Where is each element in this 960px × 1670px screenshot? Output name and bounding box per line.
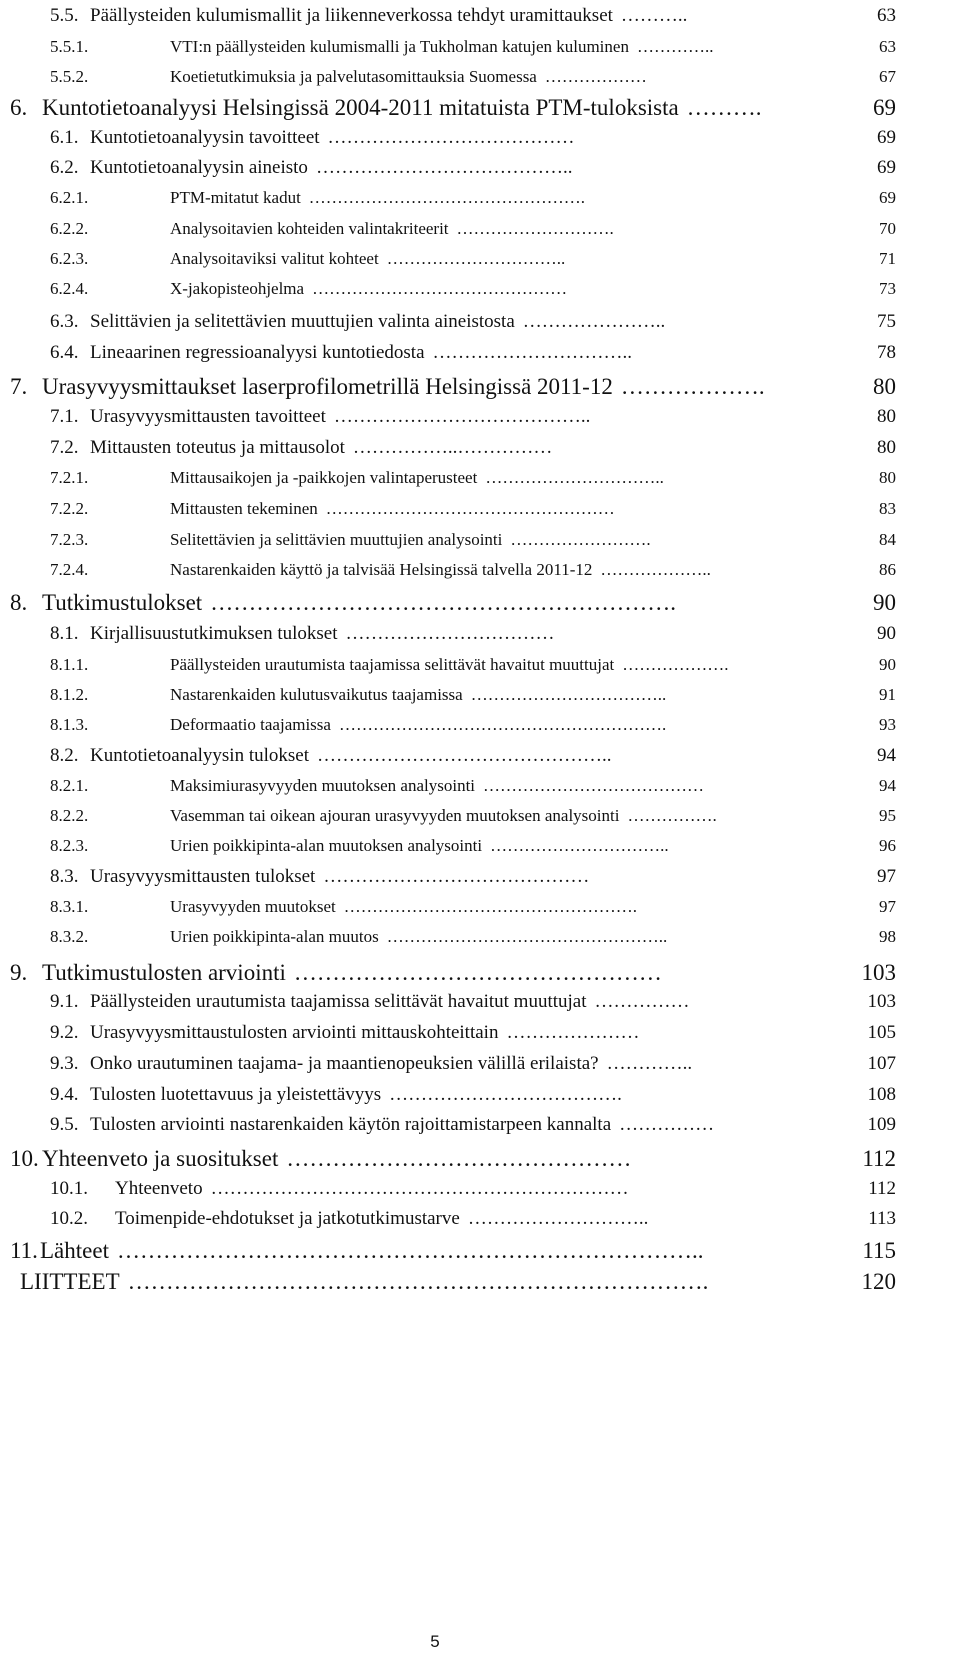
toc-entry-leader: ……………….. — [600, 560, 711, 579]
toc-entry-title: Deformaatio taajamissa — [170, 715, 331, 734]
toc-entry-page: 80 — [877, 406, 896, 427]
toc-entry-title: Urien poikkipinta-alan muutoksen analysointi — [170, 836, 483, 855]
toc-entry-page: 75 — [877, 311, 896, 332]
toc-entry-leader: ………………………………………………………………….. — [116, 1238, 704, 1263]
toc-entry-number: 10. — [10, 1146, 39, 1171]
toc-entry-number: 8.1.3. — [50, 715, 89, 734]
toc-entry-title: Yhteenveto ja suositukset — [42, 1146, 279, 1171]
toc-entry-number: 9.5. — [50, 1114, 79, 1135]
toc-entry-leader: ………………………………. — [389, 1084, 622, 1105]
toc-entry-leader: ………………………………….. — [315, 157, 573, 178]
toc-entry-number: 9.2. — [50, 1022, 79, 1043]
toc-entry-number: 7.2.3. — [50, 530, 89, 549]
toc-entry-leader: …………………………………………………. — [338, 715, 667, 734]
toc-entry-number: 6.2.3. — [50, 249, 89, 268]
toc-entry-number: 6. — [10, 95, 28, 120]
toc-entry-title: Yhteenveto — [115, 1178, 203, 1199]
toc-entry-leader: …………………………… — [345, 623, 555, 644]
toc-entry-leader: ………………. — [620, 374, 765, 399]
toc-entry-title: Kuntotietoanalyysin tavoitteet — [90, 127, 320, 148]
toc-entry-number: 5.5.1. — [50, 37, 89, 56]
toc-entry-leader: ……….. — [620, 5, 688, 26]
toc-entry-leader: ………………………………………….. — [386, 927, 668, 946]
toc-entry-page: 90 — [879, 655, 896, 674]
toc-entry-page: 96 — [879, 836, 896, 855]
toc-entry-number: 6.2.2. — [50, 219, 89, 238]
toc-entry-leader: ……………. — [627, 806, 717, 825]
toc-entry-number: 9.3. — [50, 1053, 79, 1074]
toc-entry-number: 7.2.4. — [50, 560, 89, 579]
toc-entry-number: 6.3. — [50, 311, 79, 332]
toc-entry-leader: ……………………………………….. — [317, 745, 612, 766]
toc-entry-title: Urien poikkipinta-alan muutos — [170, 927, 379, 946]
toc-entry-number: 8.3. — [50, 866, 79, 887]
toc-entry-page: 63 — [877, 5, 896, 26]
toc-entry-title: Kirjallisuustutkimuksen tulokset — [90, 623, 338, 644]
toc-entry-title: Koetietutkimuksia ja palvelutasomittauksia Suomessa — [170, 67, 537, 86]
toc-entry-page: 78 — [877, 342, 896, 363]
toc-entry-leader: ………………………….. — [432, 342, 633, 363]
page-number: 5 — [430, 1632, 440, 1651]
toc-entry-page: 94 — [877, 745, 896, 766]
toc-entry-title: Urasyvyysmittausten tulokset — [90, 866, 316, 887]
toc-entry-page: 103 — [867, 991, 896, 1012]
toc-entry-title: Toimenpide-ehdotukset ja jatkotutkimustarve — [115, 1208, 460, 1229]
toc-entry-page: 93 — [879, 715, 896, 734]
toc-entry-leader: …………………………….. — [470, 685, 667, 704]
toc-entry-leader: ………….. — [606, 1053, 693, 1074]
toc-entry-number: 6.1. — [50, 127, 79, 148]
toc-entry-title: Selitettävien ja selittävien muuttujien analysointi — [170, 530, 503, 549]
toc-entry-title: Päällysteiden kulumismallit ja liikenneverkossa tehdyt uramittaukset — [90, 5, 613, 26]
toc-entry-title: Kuntotietoanalyysi Helsingissä 2004-2011 mitatuista PTM-tuloksista — [42, 95, 679, 120]
toc-entry-title: LIITTEET — [20, 1269, 120, 1294]
toc-entry-page: 94 — [879, 776, 896, 795]
toc-entry-title: Tulosten arviointi nastarenkaiden käytön rajoittamistarpeen kannalta — [90, 1114, 612, 1135]
toc-entry-title: PTM-mitatut kadut — [170, 188, 301, 207]
toc-entry-title: Urasyvyysmittausten tavoitteet — [90, 406, 326, 427]
toc-entry-number: 8.2.3. — [50, 836, 89, 855]
toc-entry-leader: ………………………………………… — [293, 960, 662, 985]
toc-entry-page: 120 — [861, 1269, 896, 1294]
toc-entry-page: 67 — [879, 67, 896, 86]
toc-entry-number: 5.5. — [50, 5, 79, 26]
toc-entry-number: 8.1.1. — [50, 655, 89, 674]
toc-entry-leader: …………… — [619, 1114, 715, 1135]
toc-entry-title: Urasyvyyden muutokset — [170, 897, 336, 916]
toc-entry-title: Lähteet — [40, 1238, 109, 1263]
toc-entry-leader: ………. — [686, 95, 762, 120]
toc-entry-page: 109 — [867, 1114, 896, 1135]
toc-entry-leader: ………….. — [636, 37, 714, 56]
toc-entry-title: Urasyvyysmittaustulosten arviointi mittauskohteittain — [90, 1022, 499, 1043]
toc-entry-leader: ………………………………………………………… — [210, 1178, 629, 1199]
toc-entry-number: 8.3.2. — [50, 927, 89, 946]
toc-entry-page: 91 — [879, 685, 896, 704]
toc-entry-page: 97 — [879, 897, 896, 916]
toc-entry-title: Analysoitavien kohteiden valintakriteerit — [170, 219, 449, 238]
toc-entry-leader: ……………………. — [510, 530, 651, 549]
toc-entry-title: Lineaarinen regressioanalyysi kuntotiedosta — [90, 342, 425, 363]
toc-entry-number: 6.2. — [50, 157, 79, 178]
toc-entry-leader: ………………………………… — [327, 127, 575, 148]
toc-entry-page: 105 — [867, 1022, 896, 1043]
toc-entry-title: Urasyvyysmittaukset laserprofilometrillä Helsingissä 2011-12 — [42, 374, 613, 399]
toc-entry-title: Päällysteiden urautumista taajamissa selittävät havaitut muuttujat — [170, 655, 615, 674]
toc-entry-page: 98 — [879, 927, 896, 946]
toc-entry-number: 8. — [10, 590, 28, 615]
toc-entry-page: 97 — [877, 866, 896, 887]
toc-entry-page: 86 — [879, 560, 896, 579]
toc-entry-leader: …………………………………………………………………. — [127, 1269, 709, 1294]
toc-entry-number: 8.1.2. — [50, 685, 89, 704]
toc-entry-title: Vasemman tai oikean ajouran urasyvyyden muutoksen analysointi — [170, 806, 620, 825]
toc-entry-number: 9.4. — [50, 1084, 79, 1105]
toc-entry-title: Nastarenkaiden kulutusvaikutus taajamissa — [170, 685, 463, 704]
toc-entry-page: 71 — [879, 249, 896, 268]
toc-entry-title: Mittausaikojen ja -paikkojen valintaperusteet — [170, 468, 478, 487]
toc-entry-page: 80 — [879, 468, 896, 487]
toc-entry-title: Tutkimustulokset — [42, 590, 203, 615]
toc-entry-title: Onko urautuminen taajama- ja maantienopeuksien välillä erilaista? — [90, 1053, 599, 1074]
toc-entry-page: 69 — [873, 95, 896, 120]
toc-entry-title: X-jakopisteohjelma — [170, 279, 305, 298]
toc-entry-page: 84 — [879, 530, 896, 549]
toc-entry-number: 5.5.2. — [50, 67, 89, 86]
toc-entry-number: 8.2.2. — [50, 806, 89, 825]
toc-entry-page: 63 — [879, 37, 896, 56]
toc-entry-number: 7. — [10, 374, 28, 399]
toc-entry-leader: ……………………………………………. — [343, 897, 637, 916]
toc-entry-title: Tulosten luotettavuus ja yleistettävyys — [90, 1084, 382, 1105]
toc-entry-number: 10.2. — [50, 1208, 88, 1229]
toc-entry-leader: …………………………………………. — [308, 188, 586, 207]
toc-entry-number: 9. — [10, 960, 28, 985]
toc-entry-leader: ……………………………………… — [286, 1146, 632, 1171]
toc-entry-title: Kuntotietoanalyysin aineisto — [90, 157, 308, 178]
toc-entry-page: 80 — [873, 374, 896, 399]
toc-entry-title: Päällysteiden urautumista taajamissa selittävät havaitut muuttujat — [90, 991, 587, 1012]
toc-entry-page: 90 — [877, 623, 896, 644]
toc-entry-leader: …………………………………………… — [325, 499, 615, 518]
toc-entry-title: Maksimiurasyvyyden muutoksen analysointi — [170, 776, 476, 795]
toc-entry-number: 7.2.2. — [50, 499, 89, 518]
toc-entry-page: 115 — [862, 1238, 896, 1263]
toc-entry-page: 112 — [868, 1178, 896, 1199]
toc-entry-leader: …………………………………… — [323, 866, 590, 887]
toc-entry-page: 112 — [862, 1146, 896, 1171]
toc-entry-title: Mittausten tekeminen — [170, 499, 318, 518]
toc-entry-page: 90 — [873, 590, 896, 615]
toc-entry-page: 95 — [879, 806, 896, 825]
toc-entry-number: 7.2. — [50, 437, 79, 458]
toc-entry-title: Analysoitaviksi valitut kohteet — [170, 249, 379, 268]
toc-entry-title: Selittävien ja selitettävien muuttujien valinta aineistosta — [90, 311, 515, 332]
toc-entry-page: 113 — [868, 1208, 896, 1229]
toc-entry-title: Tutkimustulosten arviointi — [42, 960, 286, 985]
toc-entry-page: 69 — [877, 157, 896, 178]
toc-entry-number: 7.2.1. — [50, 468, 89, 487]
toc-entry-page: 69 — [879, 188, 896, 207]
toc-entry-title: Nastarenkaiden käyttö ja talvisää Helsingissä talvella 2011-12 — [170, 560, 593, 579]
toc-entry-page: 107 — [867, 1053, 896, 1074]
toc-entry-title: Mittausten toteutus ja mittausolot — [90, 437, 345, 458]
toc-entry-leader: ………………………….. — [490, 836, 669, 855]
toc-entry-leader: ………………… — [506, 1022, 640, 1043]
toc-entry-page: 80 — [877, 437, 896, 458]
toc-entry-number: 6.4. — [50, 342, 79, 363]
toc-entry-number: 6.2.1. — [50, 188, 89, 207]
toc-entry-leader: ………………………. — [456, 219, 614, 238]
toc-entry-page: 70 — [879, 219, 896, 238]
toc-entry-number: 8.2.1. — [50, 776, 89, 795]
toc-entry-number: 6.2.4. — [50, 279, 89, 298]
toc-entry-page: 83 — [879, 499, 896, 518]
toc-entry-number: 11. — [10, 1238, 38, 1263]
toc-entry-leader: ………………………………… — [483, 776, 705, 795]
toc-entry-leader: ………………………….. — [386, 249, 566, 268]
toc-entry-number: 9.1. — [50, 991, 79, 1012]
toc-entry-page: 108 — [867, 1084, 896, 1105]
toc-entry-leader: ……………..…………… — [352, 437, 553, 458]
toc-entry-title: Kuntotietoanalyysin tulokset — [90, 745, 310, 766]
toc-entry-leader: ……………………….. — [467, 1208, 649, 1229]
toc-entry-leader: ………………………….. — [485, 468, 664, 487]
toc-entry-leader: ………………………………….. — [333, 406, 591, 427]
toc-entry-leader: ………………….. — [522, 311, 666, 332]
toc-entry-number: 7.1. — [50, 406, 79, 427]
toc-entry-page: 103 — [861, 960, 896, 985]
toc-entry-page: 69 — [877, 127, 896, 148]
toc-entry-page: 73 — [879, 279, 896, 298]
toc-entry-title: VTI:n päällysteiden kulumismalli ja Tukholman katujen kuluminen — [170, 37, 629, 56]
toc-entry-leader: ………………. — [622, 655, 729, 674]
toc-entry-number: 8.2. — [50, 745, 79, 766]
toc-entry-leader: ……………………………………………………. — [210, 590, 676, 615]
toc-entry-number: 8.1. — [50, 623, 79, 644]
toc-entry-number: 10.1. — [50, 1178, 88, 1199]
toc-entry-number: 8.3.1. — [50, 897, 89, 916]
toc-entry-leader: ……………… — [544, 67, 647, 86]
toc-entry-leader: …………… — [594, 991, 690, 1012]
toc-entry-leader: ……………………………………… — [312, 279, 568, 298]
